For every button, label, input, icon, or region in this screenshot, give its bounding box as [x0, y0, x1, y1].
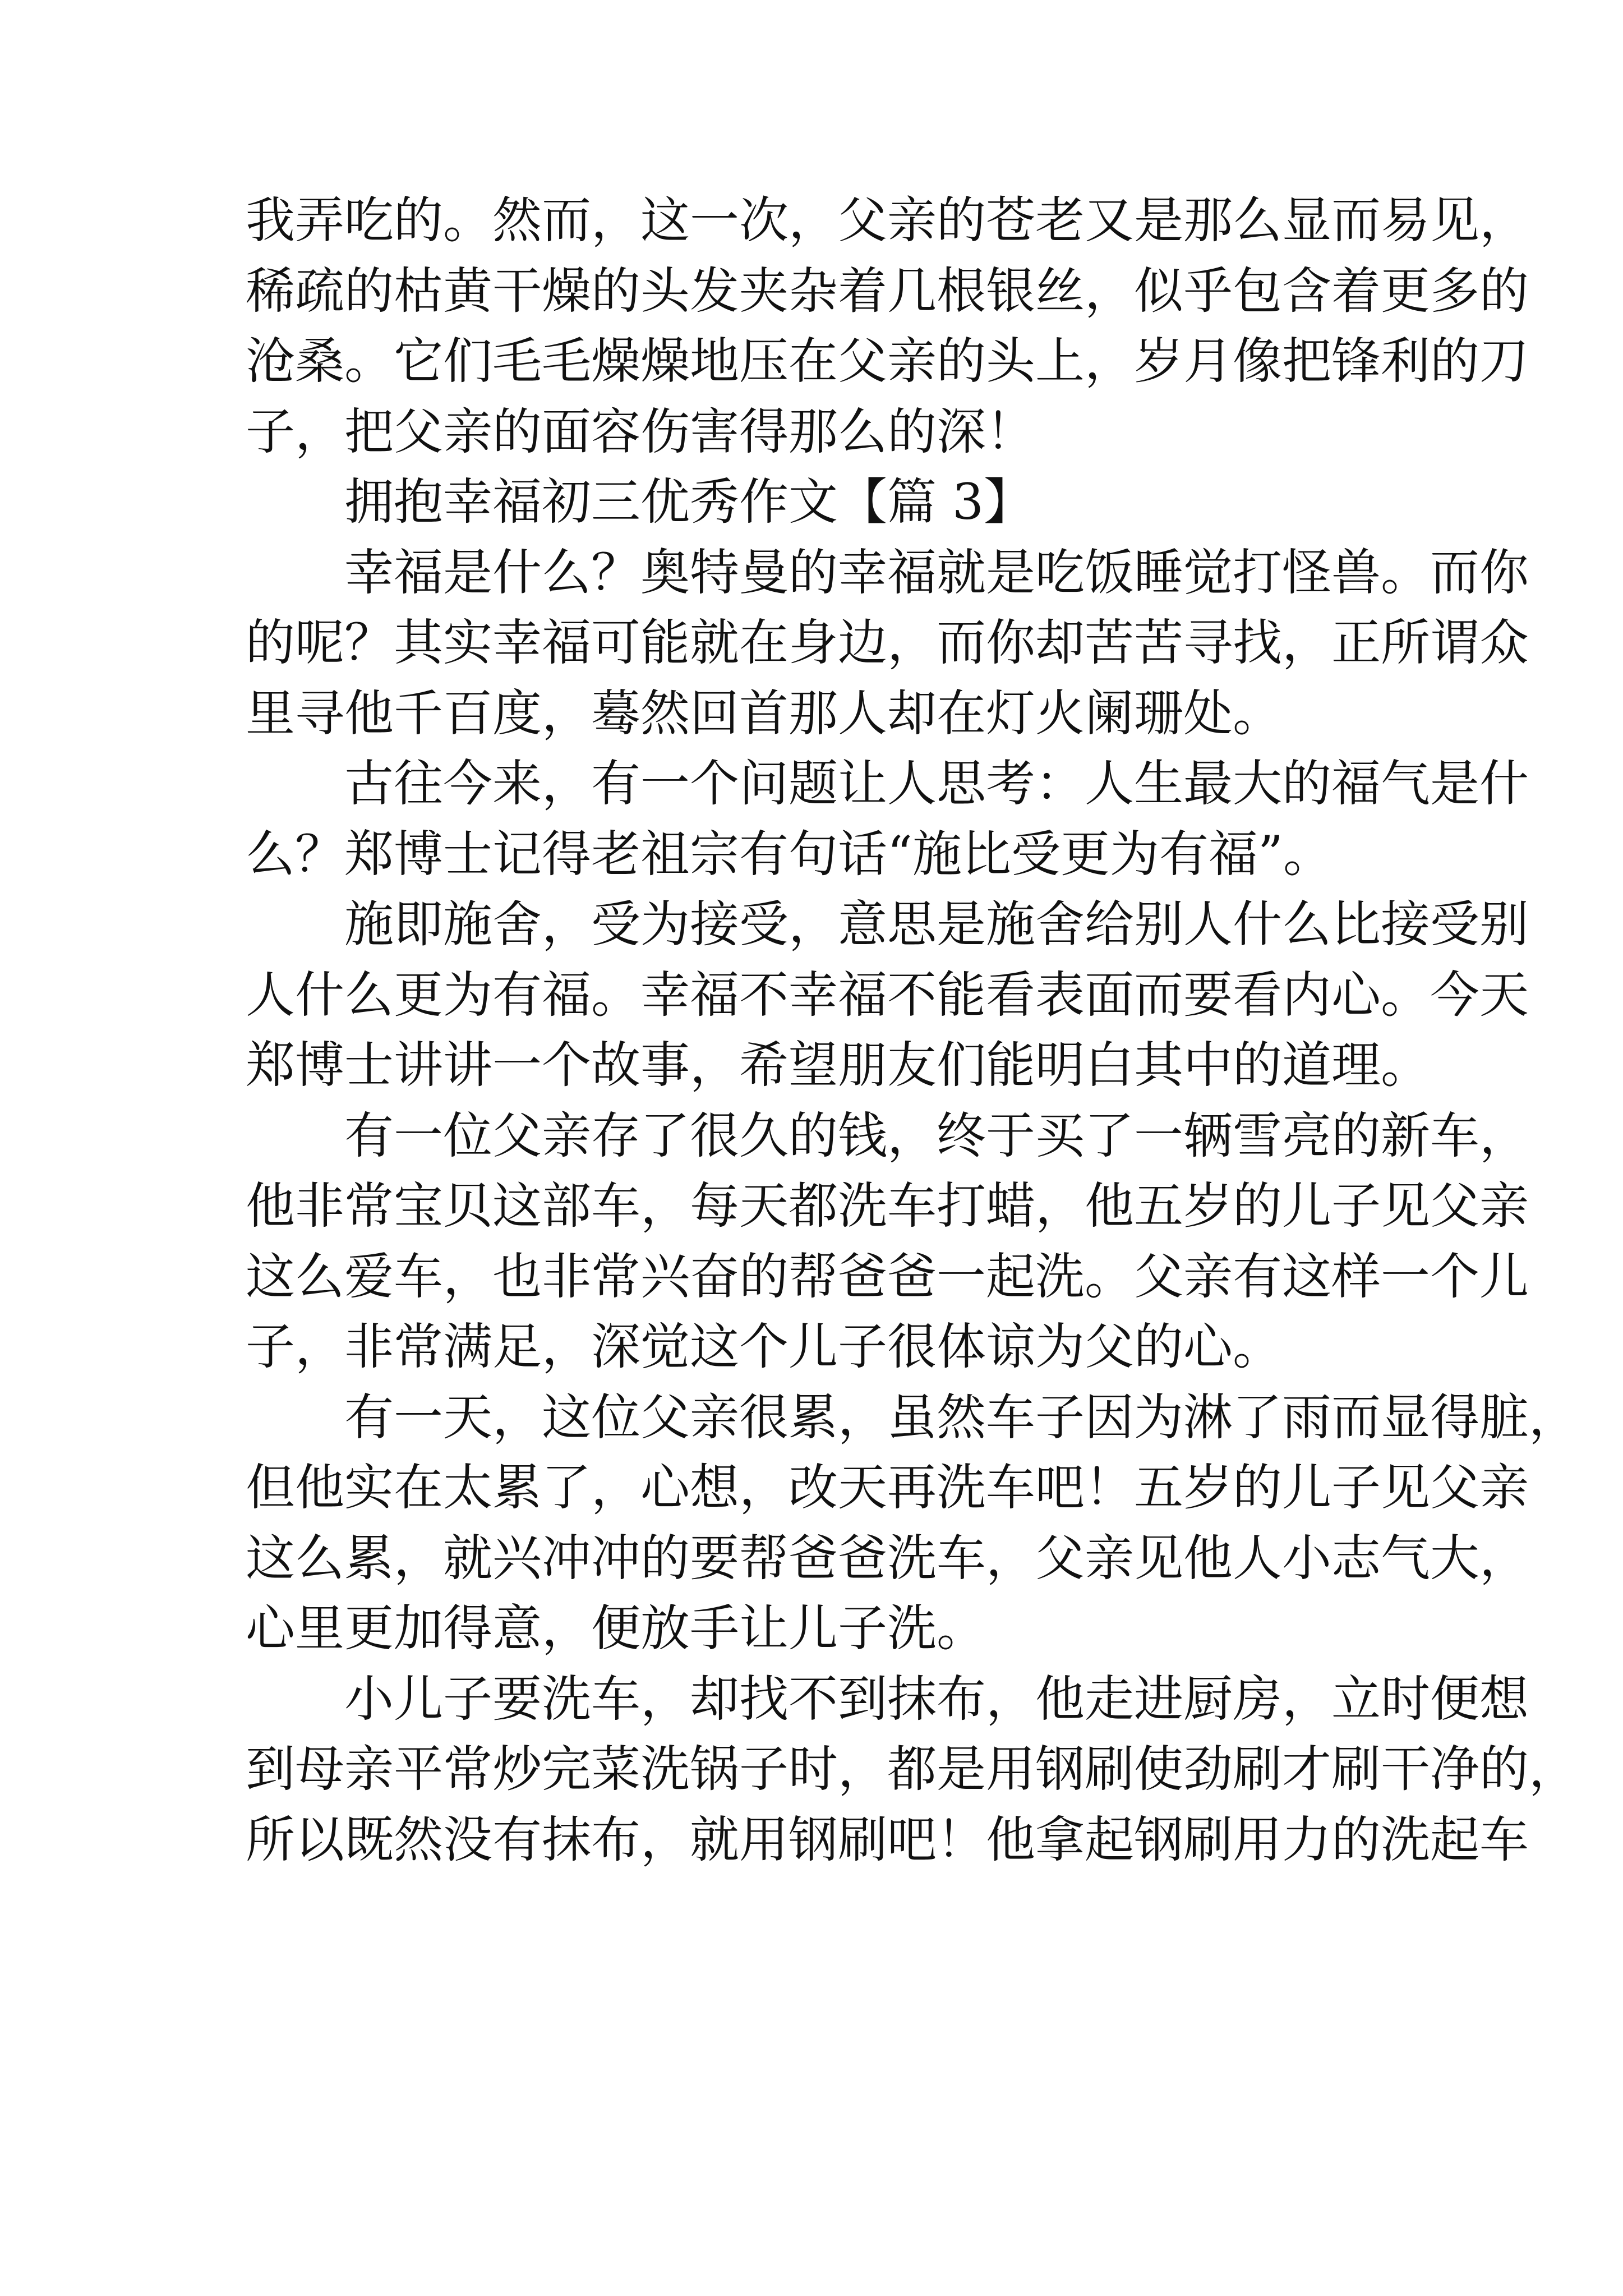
paragraph-line: 他非常宝贝这部车，每天都洗车打蜡，他五岁的儿子见父亲: [246, 1177, 1529, 1235]
paragraph-line: 心里更加得意，便放手让儿子洗。: [246, 1599, 986, 1657]
paragraph-line: 沧桑。它们毛毛燥燥地压在父亲的头上，岁月像把锋利的刀: [246, 332, 1529, 390]
paragraph-line: 人什么更为有福。幸福不幸福不能看表面而要看内心。今天: [246, 965, 1529, 1024]
paragraph-line: 幸福是什么？奥特曼的幸福就是吃饭睡觉打怪兽。而你: [344, 543, 1529, 601]
section-heading: 拥抱幸福初三优秀作文【篇 3】: [344, 473, 1033, 531]
paragraph-line: 我弄吃的。然而，这一次，父亲的苍老又是那么显而易见，: [246, 191, 1529, 249]
paragraph-line: 子，非常满足，深觉这个儿子很体谅为父的心。: [246, 1318, 1283, 1375]
paragraph-line: 有一天，这位父亲很累，虽然车子因为淋了雨而显得脏，: [344, 1388, 1579, 1446]
paragraph-line: 稀疏的枯黄干燥的头发夹杂着几根银丝，似乎包含着更多的: [246, 261, 1529, 320]
paragraph-line: 施即施舍，受为接受，意思是施舍给别人什么比接受别: [344, 895, 1529, 953]
document-body: [246, 185, 1579, 1875]
paragraph-line: 古往今来，有一个问题让人思考：人生最大的福气是什: [344, 754, 1529, 812]
paragraph-line: 小儿子要洗车，却找不到抹布，他走进厨房，立时便想: [344, 1669, 1529, 1728]
paragraph-line: 到母亲平常炒完菜洗锅子时，都是用钢刷使劲刷才刷干净的，: [246, 1740, 1579, 1798]
paragraph-line: 子，把父亲的面容伤害得那么的深！: [246, 402, 1036, 461]
paragraph-line: 所以既然没有抹布，就用钢刷吧！他拿起钢刷用力的洗起车: [246, 1810, 1529, 1869]
paragraph-line: 的呢？其实幸福可能就在身边，而你却苦苦寻找，正所谓众: [246, 614, 1529, 671]
paragraph-line: 这么累，就兴冲冲的要帮爸爸洗车，父亲见他人小志气大，: [246, 1529, 1529, 1587]
paragraph-line: 么？郑博士记得老祖宗有句话“施比受更为有福”。: [246, 825, 1332, 883]
paragraph-line: 郑博士讲讲一个故事，希望朋友们能明白其中的道理。: [246, 1036, 1431, 1094]
paragraph-line: 这么爱车，也非常兴奋的帮爸爸一起洗。父亲有这样一个儿: [246, 1247, 1529, 1305]
paragraph-line: 有一位父亲存了很久的钱，终于买了一辆雪亮的新车，: [344, 1106, 1529, 1165]
paragraph-line: 里寻他千百度，蓦然回首那人却在灯火阑珊处。: [246, 684, 1283, 742]
paragraph-line: 但他实在太累了，心想，改天再洗车吧！五岁的儿子见父亲: [246, 1458, 1529, 1516]
